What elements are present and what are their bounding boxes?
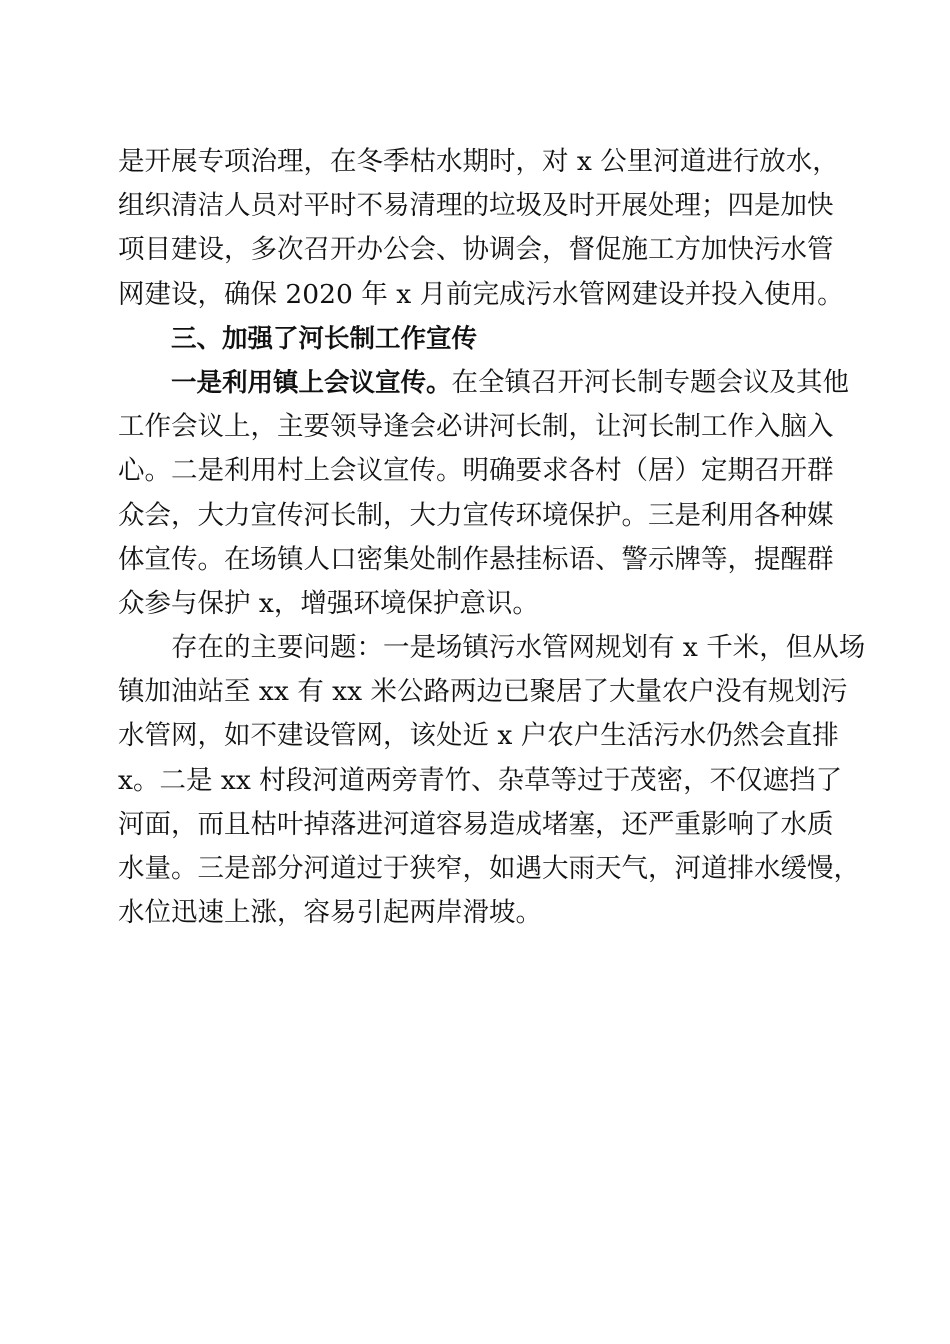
text-line: 是开展专项治理，在冬季枯水期时，对 x 公里河道进行放水， <box>118 146 839 177</box>
text-line: x。二是 xx 村段河道两旁青竹、杂草等过于茂密，不仅遮挡了 <box>118 764 843 796</box>
section-heading: 三、加强了河长制工作宣传 <box>171 323 478 354</box>
text-line: 水管网，如不建设管网，该处近 x 户农户生活污水仍然会直排 <box>118 720 839 752</box>
bold-lead-text: 一是利用镇上会议宣传。 <box>171 367 452 398</box>
text-line: 水量。三是部分河道过于狭窄，如遇大雨天气，河道排水缓慢， <box>118 853 860 884</box>
paragraph-continued <box>118 140 844 317</box>
paragraph-publicity <box>118 361 850 626</box>
text-line: 网建设，确保 2020 年 x 月前完成污水管网建设并投入使用。 <box>118 278 844 310</box>
text-line: 工作会议上，主要领导逢会必讲河长制，让河长制工作入脑入 <box>118 411 834 443</box>
text-line: 水位迅速上涨，容易引起两岸滑坡。 <box>118 897 542 929</box>
text-line: 存在的主要问题：一是场镇污水管网规划有 x 千米，但从场 <box>171 632 866 664</box>
document-body <box>118 140 866 935</box>
text-line: 镇加油站至 xx 有 xx 米公路两边已聚居了大量农户没有规划污 <box>118 676 848 708</box>
text-line: 众会，大力宣传河长制，大力宣传环境保护。三是利用各种媒 <box>118 499 834 531</box>
paragraph-problems <box>118 626 866 935</box>
text-segment: 在全镇召开河长制专题会议及其他 <box>451 366 850 398</box>
text-line: 河面，而且枯叶掉落进河道容易造成堵塞，还严重影响了水质 <box>118 808 834 840</box>
text-line: 项目建设，多次召开办公会、协调会，督促施工方加快污水管 <box>118 234 834 266</box>
text-line: 众参与保护 x，增强环境保护意识。 <box>118 587 539 619</box>
text-line: 心。二是利用村上会议宣传。明确要求各村（居）定期召开群 <box>118 455 834 487</box>
text-line <box>118 361 850 405</box>
text-line: 组织清洁人员对平时不易清理的垃圾及时开展处理；四是加快 <box>118 190 834 222</box>
text-line: 体宣传。在场镇人口密集处制作悬挂标语、警示牌等，提醒群 <box>118 543 834 575</box>
